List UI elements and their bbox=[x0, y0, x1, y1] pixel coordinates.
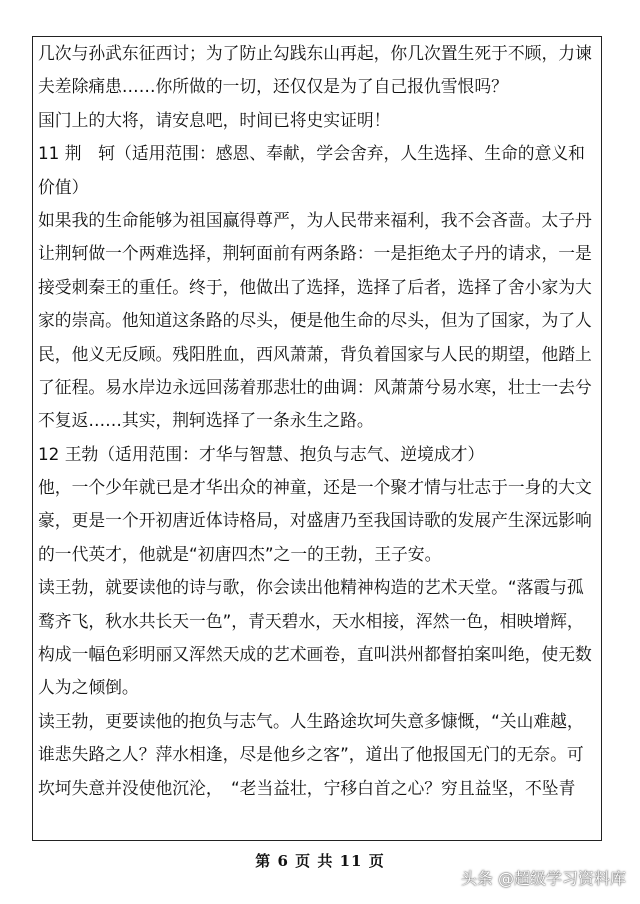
page-number: 第 6 页 共 11 页 bbox=[255, 852, 385, 870]
text-line: 如果我的生命能够为祖国赢得尊严，为人民带来福利，我不会吝啬。太子丹 bbox=[38, 209, 592, 230]
text-line: 不复返……其实，荆轲选择了一条永生之路。 bbox=[38, 410, 374, 431]
section-heading-wangbo: 12 王勃（适用范围：才华与智慧、抱负与志气、逆境成才） bbox=[38, 443, 485, 464]
watermark: 头条 @超级学习资料库 bbox=[460, 869, 626, 888]
text-line: 国门上的大将，请安息吧，时间已将史实证明！ bbox=[38, 109, 391, 130]
text-line: 豪，更是一个开初唐近体诗格局，对盛唐乃至我国诗歌的发展产生深远影响 bbox=[38, 510, 592, 531]
text-line: 坎坷失意并没使他沉沦， “老当益壮，宁移白首之心？穷且益坚，不坠青 bbox=[38, 777, 576, 798]
text-line: 鹜齐飞，秋水共长天一色”，青天碧水，天水相接，浑然一色，相映增辉， bbox=[38, 610, 584, 631]
text-line: 家的崇高。他知道这条路的尽头，便是他生命的尽头，但为了国家，为了人 bbox=[38, 310, 592, 331]
text-line: 读王勃，更要读他的抱负与志气。人生路途坎坷失意多慷慨，“关山难越， bbox=[38, 710, 584, 731]
text-line: 了征程。易水岸边永远回荡着那悲壮的曲调：风萧萧兮易水寒，壮士一去兮 bbox=[38, 376, 592, 397]
text-line: 民，他义无反顾。残阳胜血，西风萧萧，背负着国家与人民的期望，他踏上 bbox=[38, 343, 592, 364]
text-line: 读王勃，就要读他的诗与歌，你会读出他精神构造的艺术天堂。“落霞与孤 bbox=[38, 577, 584, 598]
text-line: 几次与孙武东征西讨；为了防止勾践东山再起，你几次置生死于不顾，力谏 bbox=[38, 43, 592, 63]
text-line: 接受刺秦王的重任。终于，他做出了选择，选择了后者，选择了舍小家为大 bbox=[38, 276, 592, 297]
text-line: 他，一个少年就已是才华出众的神童，还是一个聚才情与壮志于一身的大文 bbox=[38, 477, 592, 498]
text-line: 人为之倾倒。 bbox=[38, 677, 139, 698]
document-page bbox=[32, 36, 602, 841]
section-heading-jingke: 11 荆 轲（适用范围：感恩、奉献，学会舍弃，人生选择、生命的意义和 bbox=[38, 143, 585, 164]
text-line: 夫差除痛患……你所做的一切，还仅仅是为了自己报仇雪恨吗？ bbox=[38, 76, 508, 97]
document-body bbox=[38, 37, 600, 805]
text-line: 价值） bbox=[38, 176, 89, 197]
text-line: 让荆轲做一个两难选择，荆轲面前有两条路：一是拒绝太子丹的请求，一是 bbox=[38, 243, 592, 264]
text-line: 谁悲失路之人？萍水相逢，尽是他乡之客”，道出了他报国无门的无奈。可 bbox=[38, 744, 584, 765]
text-line: 的一代英才，他就是“初唐四杰”之一的王勃，王子安。 bbox=[38, 543, 442, 564]
text-line: 构成一幅色彩明丽又浑然天成的艺术画卷，直叫洪州都督拍案叫绝，使无数 bbox=[38, 644, 592, 665]
